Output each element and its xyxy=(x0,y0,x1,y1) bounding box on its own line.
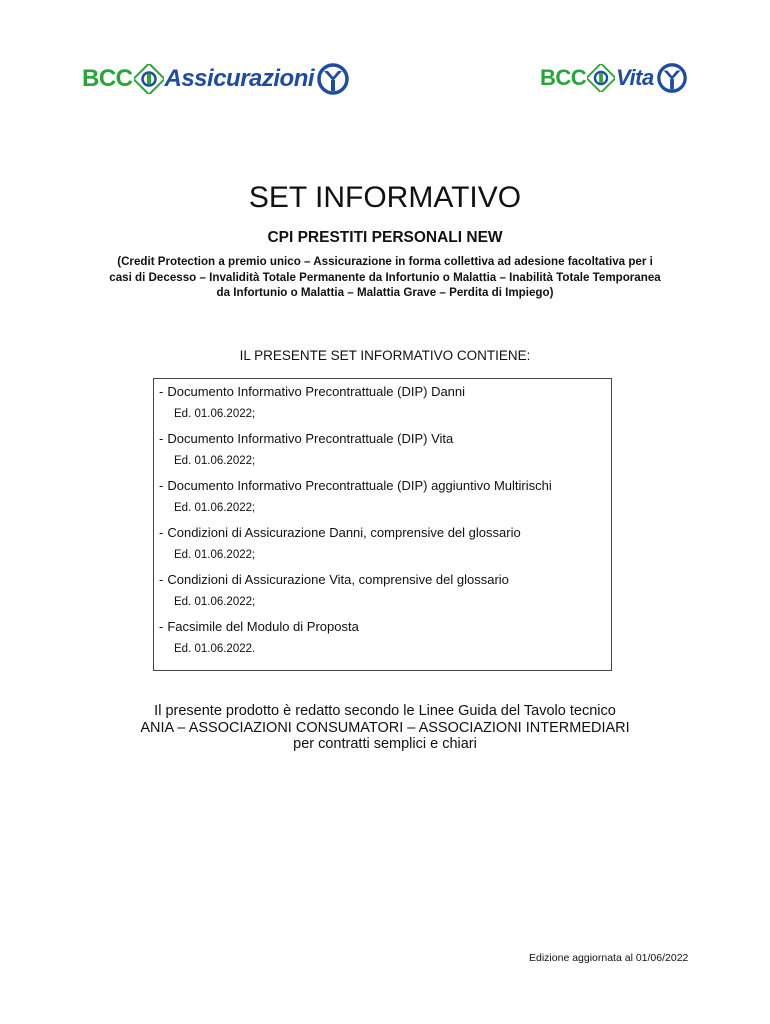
edition-footer: Edizione aggiornata al 01/06/2022 xyxy=(529,952,689,964)
dash: - xyxy=(159,431,164,446)
content-item-edition: Ed. 01.06.2022; xyxy=(174,549,256,561)
product-description xyxy=(70,254,700,301)
content-item-title: Condizioni di Assicurazione Danni, comprensive del glossario xyxy=(167,525,521,540)
logo-bcc-text: BCC xyxy=(82,65,133,92)
bcc-assicurazioni-logo xyxy=(82,62,350,96)
content-item-title: Documento Informativo Precontrattuale (DIP) Vita xyxy=(167,431,454,446)
product-name: CPI PRESTITI PERSONALI NEW xyxy=(267,229,503,246)
logo-brand-name: Assicurazioni xyxy=(164,65,315,92)
content-item xyxy=(159,430,611,469)
contents-heading: IL PRESENTE SET INFORMATIVO CONTIENE: xyxy=(239,348,531,363)
content-item xyxy=(159,618,611,657)
bird-seal-icon xyxy=(656,62,688,94)
logo-brand-name: Vita xyxy=(616,65,654,90)
bcc-vita-logo xyxy=(540,62,688,94)
content-item-edition: Ed. 01.06.2022. xyxy=(174,643,256,655)
content-item xyxy=(159,524,611,563)
dash: - xyxy=(159,572,164,587)
logo-bcc-text: BCC xyxy=(540,65,587,90)
content-item xyxy=(159,383,611,422)
dash: - xyxy=(159,619,164,634)
content-item-edition: Ed. 01.06.2022; xyxy=(174,455,256,467)
guidelines-note xyxy=(0,703,770,753)
dash: - xyxy=(159,384,164,399)
note-line: ANIA – ASSOCIAZIONI CONSUMATORI – ASSOCIAZIONI INTERMEDIARI xyxy=(140,719,630,736)
note-line: per contratti semplici e chiari xyxy=(293,736,477,752)
document-title: SET INFORMATIVO xyxy=(248,181,522,214)
description-line: (Credit Protection a premio unico – Assicurazione in forma collettiva ad adesione facoltativa per i xyxy=(117,255,653,268)
content-item-title: Condizioni di Assicurazione Vita, comprensive del glossario xyxy=(167,572,509,587)
description-line: da Infortunio o Malattia – Malattia Grave – Perdita di Impiego) xyxy=(216,286,554,299)
dash: - xyxy=(159,525,164,540)
content-item xyxy=(159,571,611,610)
content-item-edition: Ed. 01.06.2022; xyxy=(174,596,256,608)
content-item-edition: Ed. 01.06.2022; xyxy=(174,408,256,420)
content-item xyxy=(159,477,611,516)
content-item-title: Documento Informativo Precontrattuale (DIP) aggiuntivo Multirischi xyxy=(167,478,552,493)
content-item-edition: Ed. 01.06.2022; xyxy=(174,502,256,514)
note-line: Il presente prodotto è redatto secondo le Linee Guida del Tavolo tecnico xyxy=(154,703,616,719)
description-line: casi di Decesso – Invalidità Totale Permanente da Infortunio o Malattia – Inabilità Totale Temporanea xyxy=(109,270,661,284)
bcc-emblem-icon xyxy=(587,64,615,92)
content-item-title: Facsimile del Modulo di Proposta xyxy=(167,619,359,634)
bird-seal-icon xyxy=(316,62,350,96)
dash: - xyxy=(159,478,164,493)
content-item-title: Documento Informativo Precontrattuale (DIP) Danni xyxy=(167,384,466,399)
contents-box xyxy=(153,378,612,671)
bcc-emblem-icon xyxy=(134,64,164,94)
